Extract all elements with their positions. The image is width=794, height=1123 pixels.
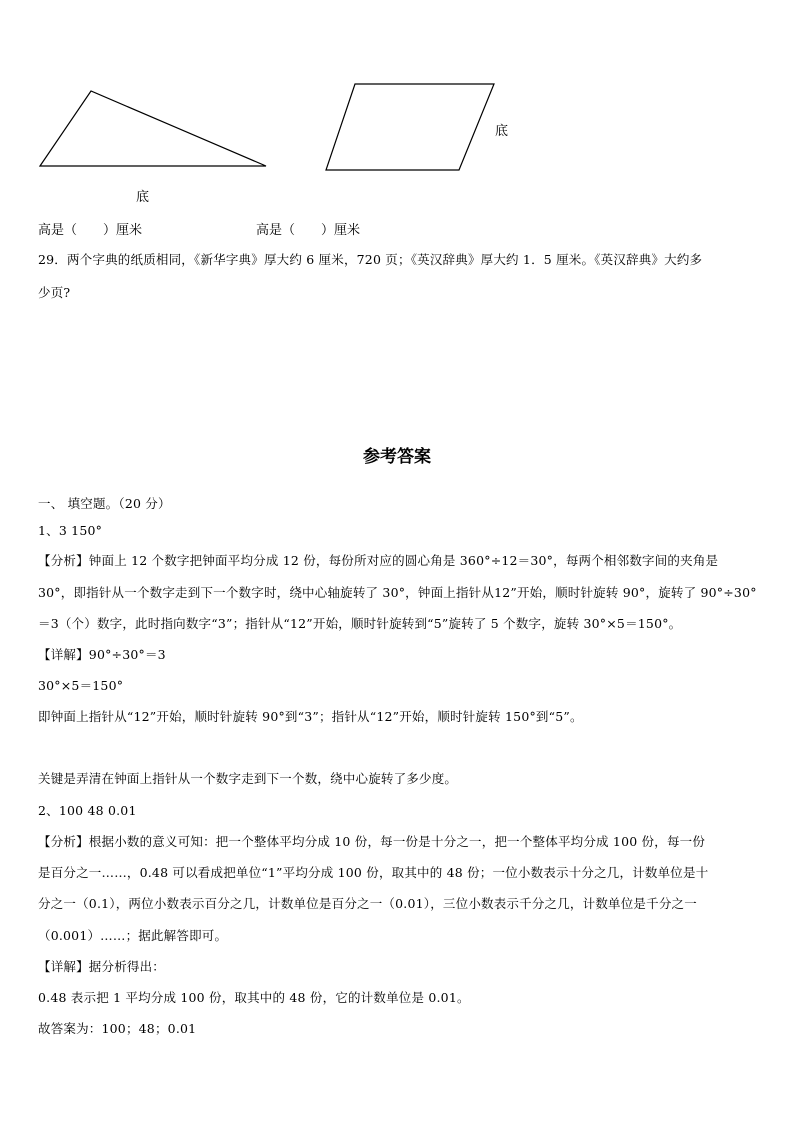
q2-analysis-line: 【分析】根据小数的意义可知：把一个整体平均分成 10 份，每一份是十分之一，把一个整体平均分成 100 份，每一份: [38, 834, 706, 849]
q2-detail-line: 0.48 表示把 1 平均分成 100 份，取其中的 48 份，它的计数单位是 0.01。: [38, 990, 470, 1005]
q1-detail-line: 【详解】90°÷30°＝3: [38, 647, 166, 662]
answers-title: 参考答案: [363, 447, 431, 467]
q2-detail-line: 【详解】据分析得出：: [38, 959, 166, 974]
q1-analysis-line: 【分析】钟面上 12 个数字把钟面平均分成 12 份，每份所对应的圆心角是 360°÷12＝30°，每两个相邻数字间的夹角是: [38, 553, 719, 568]
q1-detail-line: 即钟面上指针从“12”开始，顺时针旋转 90°到“3”；指针从“12”开始，顺时针旋转 150°到“5”。: [38, 709, 583, 724]
q2-analysis-line: 分之一（0.1），两位小数表示百分之几，计数单位是百分之一（0.01），三位小数表示千分之几，计数单位是千分之一: [38, 896, 697, 911]
q1-analysis-line: 30°，即指针从一个数字走到下一个数字时，绕中心轴旋转了 30°，钟面上指针从12”开始，顺时针旋转 90°，旋转了 90°÷30°: [38, 585, 757, 600]
q2-analysis-line: （0.001）……；据此解答即可。: [38, 928, 228, 943]
parallelogram-base-label: 底: [495, 124, 509, 139]
section-title: 一、 填空题。（20 分）: [38, 496, 171, 511]
parallelogram-shape: [326, 84, 494, 170]
parallelogram-height-answer: 高是（ ）厘米: [256, 223, 361, 238]
q2-analysis-line: 是百分之一……，0.48 可以看成把单位“1”平均分成 100 份，取其中的 48 份；一位小数表示十分之几，计数单位是十: [38, 865, 709, 880]
q2-answer: 2、100 48 0.01: [38, 803, 137, 818]
triangle-base-label: 底: [136, 190, 150, 205]
question-29-line-1: 29．两个字典的纸质相同，《新华字典》厚大约 6 厘米，720 页；《英汉辞典》厚大约 1．5 厘米。《英汉辞典》大约多: [38, 252, 703, 267]
q1-key-point: 关键是弄清在钟面上指针从一个数字走到下一个数，绕中心旋转了多少度。: [38, 771, 458, 786]
q1-analysis-line: ＝3（个）数字，此时指向数字“3”；指针从“12”开始，顺时针旋转到“5”旋转了 5 个数字，旋转 30°×5＝150°。: [38, 616, 682, 631]
q1-detail-line: 30°×5＝150°: [38, 678, 124, 693]
q2-detail-line: 故答案为：100；48；0.01: [38, 1021, 197, 1036]
triangle-height-answer: 高是（ ）厘米: [38, 223, 143, 238]
q1-answer: 1、3 150°: [38, 523, 103, 538]
question-29-line-2: 少页?: [38, 285, 71, 300]
triangle-shape: [40, 91, 266, 166]
